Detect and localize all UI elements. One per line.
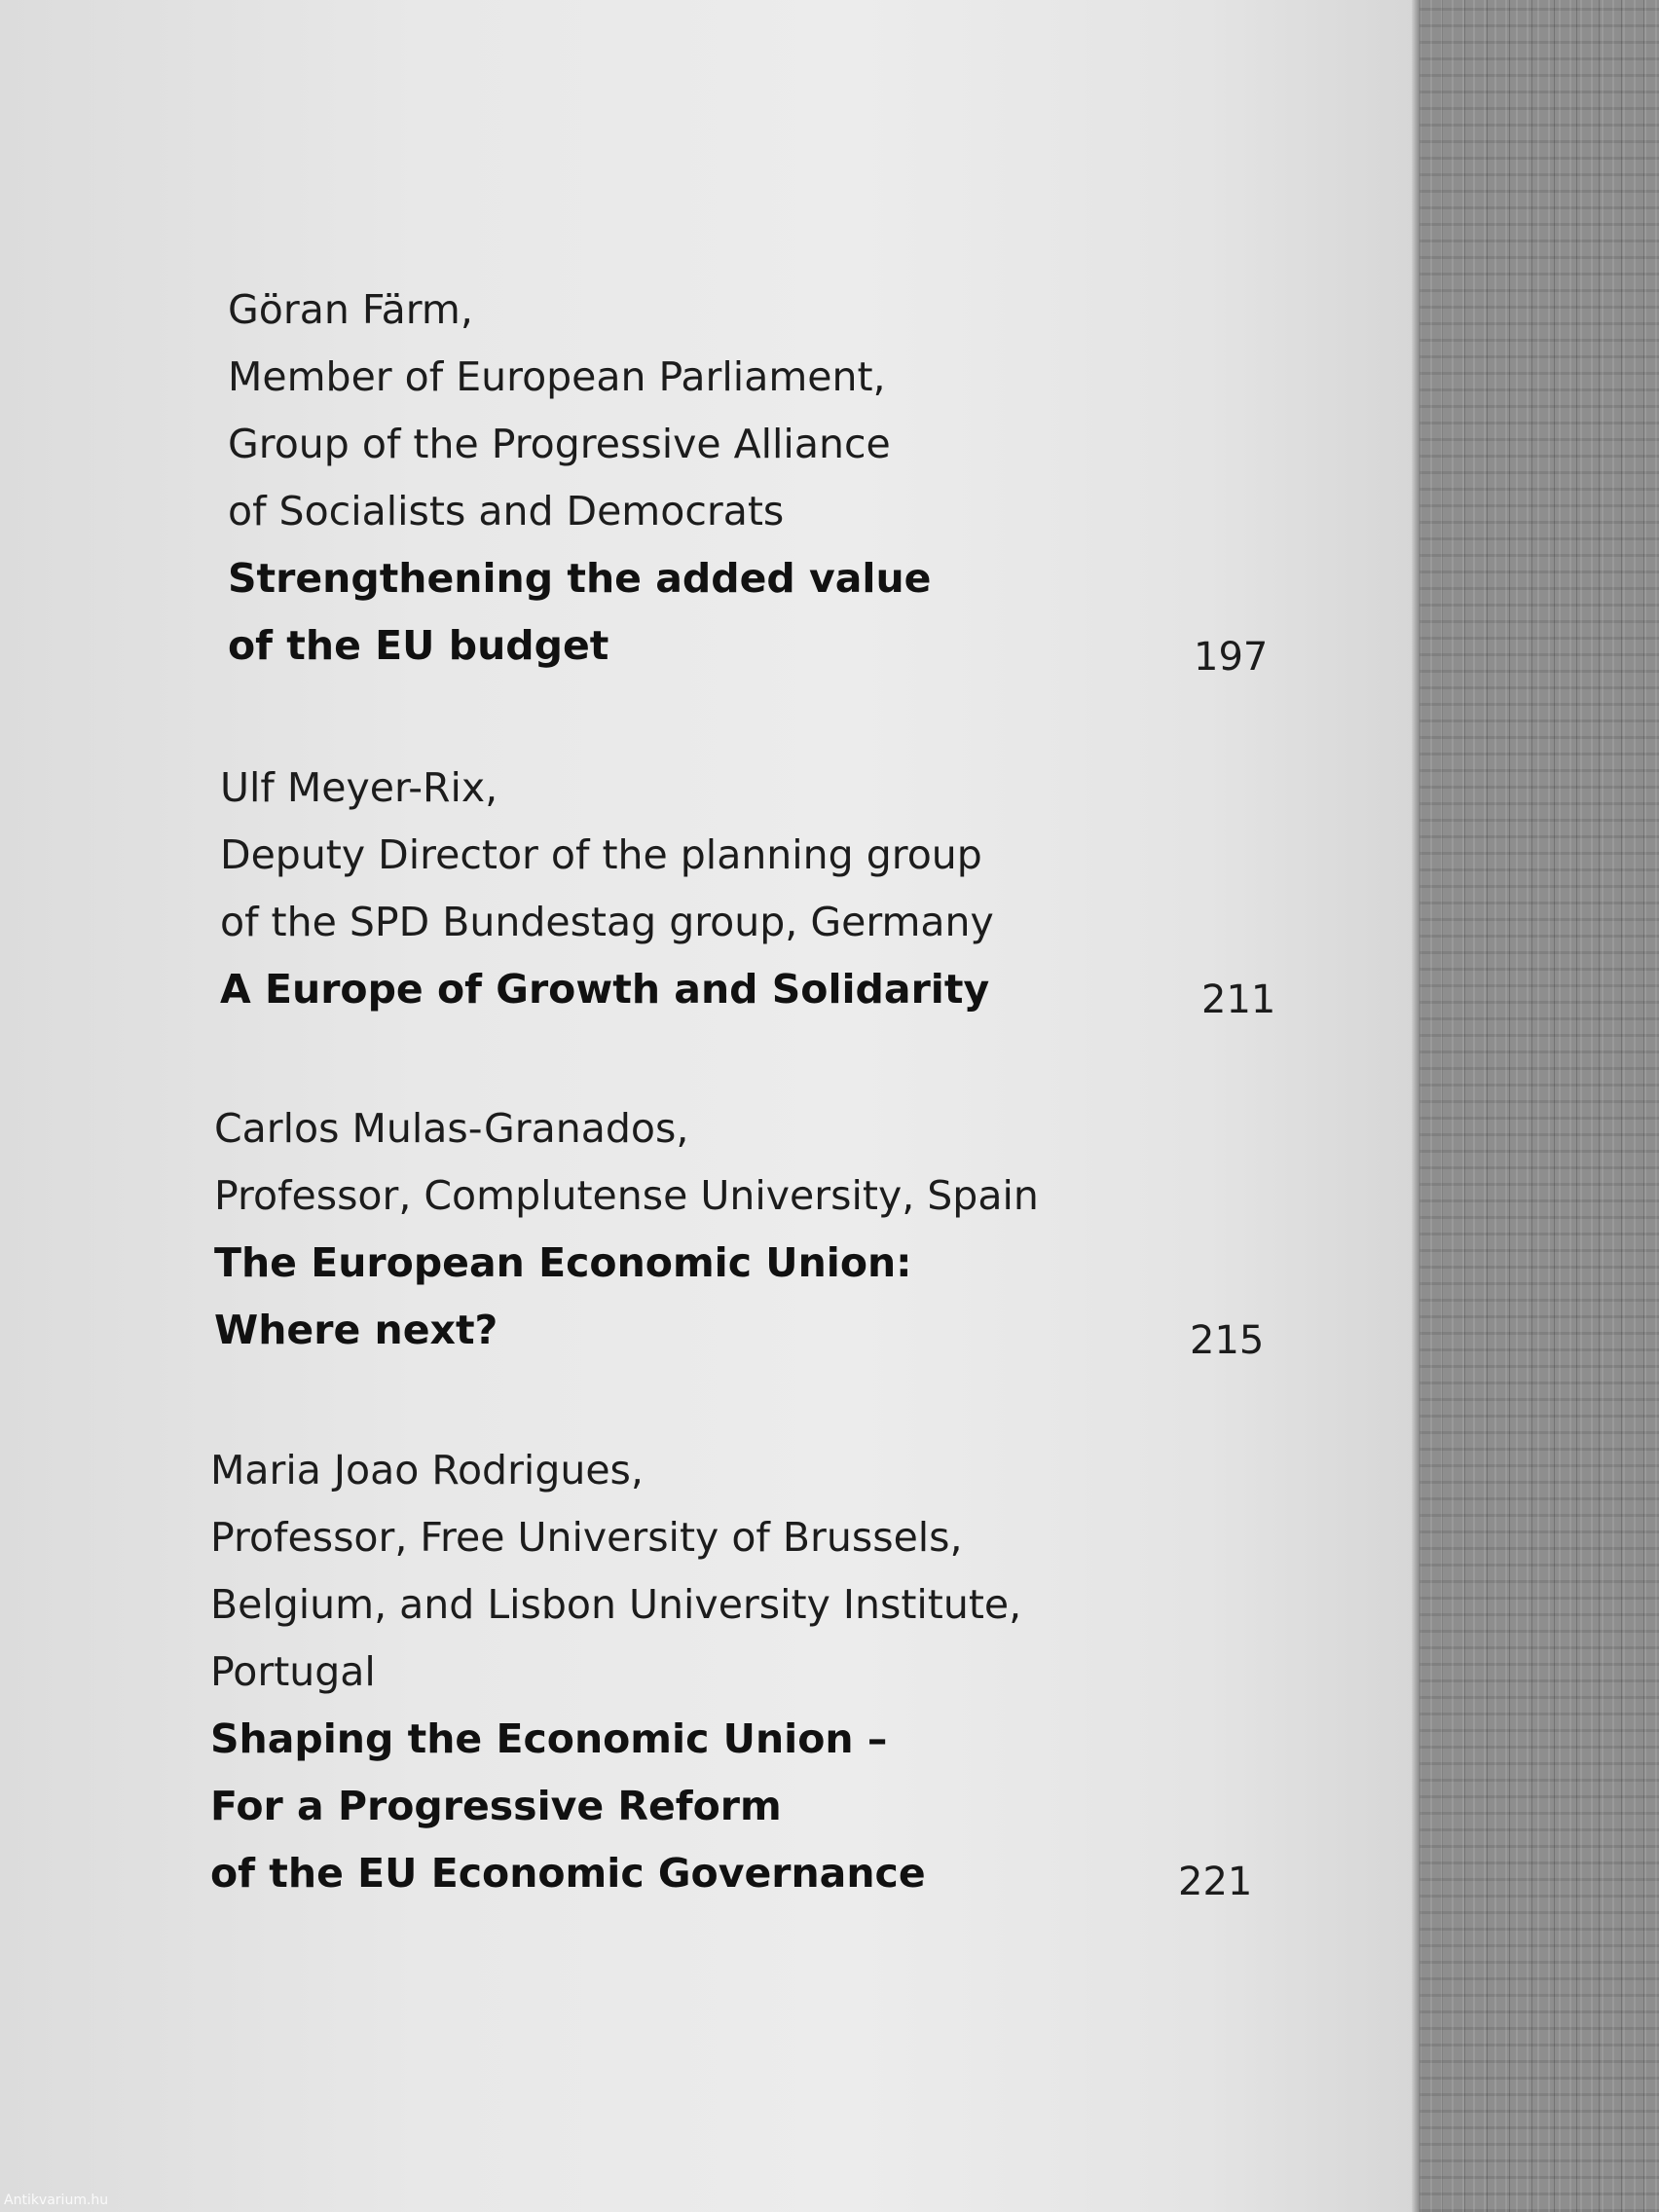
toc-entry-rodrigues	[210, 1437, 1301, 1907]
entry-affiliation-line: of Socialists and Democrats	[228, 488, 785, 535]
toc-entry-mulas-granados	[214, 1095, 1305, 1364]
entry-title-line: Strengthening the added value	[228, 555, 932, 602]
entry-title-line: of the EU budget	[228, 622, 609, 669]
entry-title-line: of the EU Economic Governance	[210, 1850, 926, 1897]
page-number-215: 215	[1190, 1318, 1265, 1363]
entry-author: Maria Joao Rodrigues,	[210, 1447, 644, 1493]
page-number-211: 211	[1201, 977, 1276, 1022]
entry-affiliation-line: Professor, Free University of Brussels,	[210, 1514, 963, 1561]
entry-affiliation-line: of the SPD Bundestag group, Germany	[220, 899, 994, 945]
toc-entry-meyer-rix	[220, 755, 1310, 1023]
entry-affiliation-line: Deputy Director of the planning group	[220, 831, 982, 878]
page-edge-shadow	[1412, 0, 1419, 2212]
entry-title-line: For a Progressive Reform	[210, 1783, 782, 1829]
toc-entry-farm	[228, 276, 1318, 680]
watermark: Antikvarium.hu	[4, 2193, 109, 2208]
entry-title-line: A Europe of Growth and Solidarity	[220, 966, 990, 1013]
page-number-221: 221	[1178, 1860, 1253, 1904]
entry-author: Carlos Mulas-Granados,	[214, 1105, 689, 1152]
entry-affiliation-line: Belgium, and Lisbon University Institute,	[210, 1581, 1022, 1628]
entry-author: Göran Färm,	[228, 286, 473, 333]
entry-author: Ulf Meyer-Rix,	[220, 764, 498, 811]
entry-affiliation-line: Group of the Progressive Alliance	[228, 421, 891, 467]
entry-affiliation-line: Portugal	[210, 1648, 376, 1695]
entry-title-line: Shaping the Economic Union –	[210, 1715, 888, 1762]
page-number-197: 197	[1194, 635, 1269, 680]
entry-title-line: The European Economic Union:	[214, 1239, 912, 1286]
entry-affiliation-line: Member of European Parliament,	[228, 353, 886, 400]
entry-affiliation-line: Professor, Complutense University, Spain	[214, 1172, 1039, 1219]
entry-title-line: Where next?	[214, 1307, 498, 1353]
textured-background	[1419, 0, 1659, 2212]
